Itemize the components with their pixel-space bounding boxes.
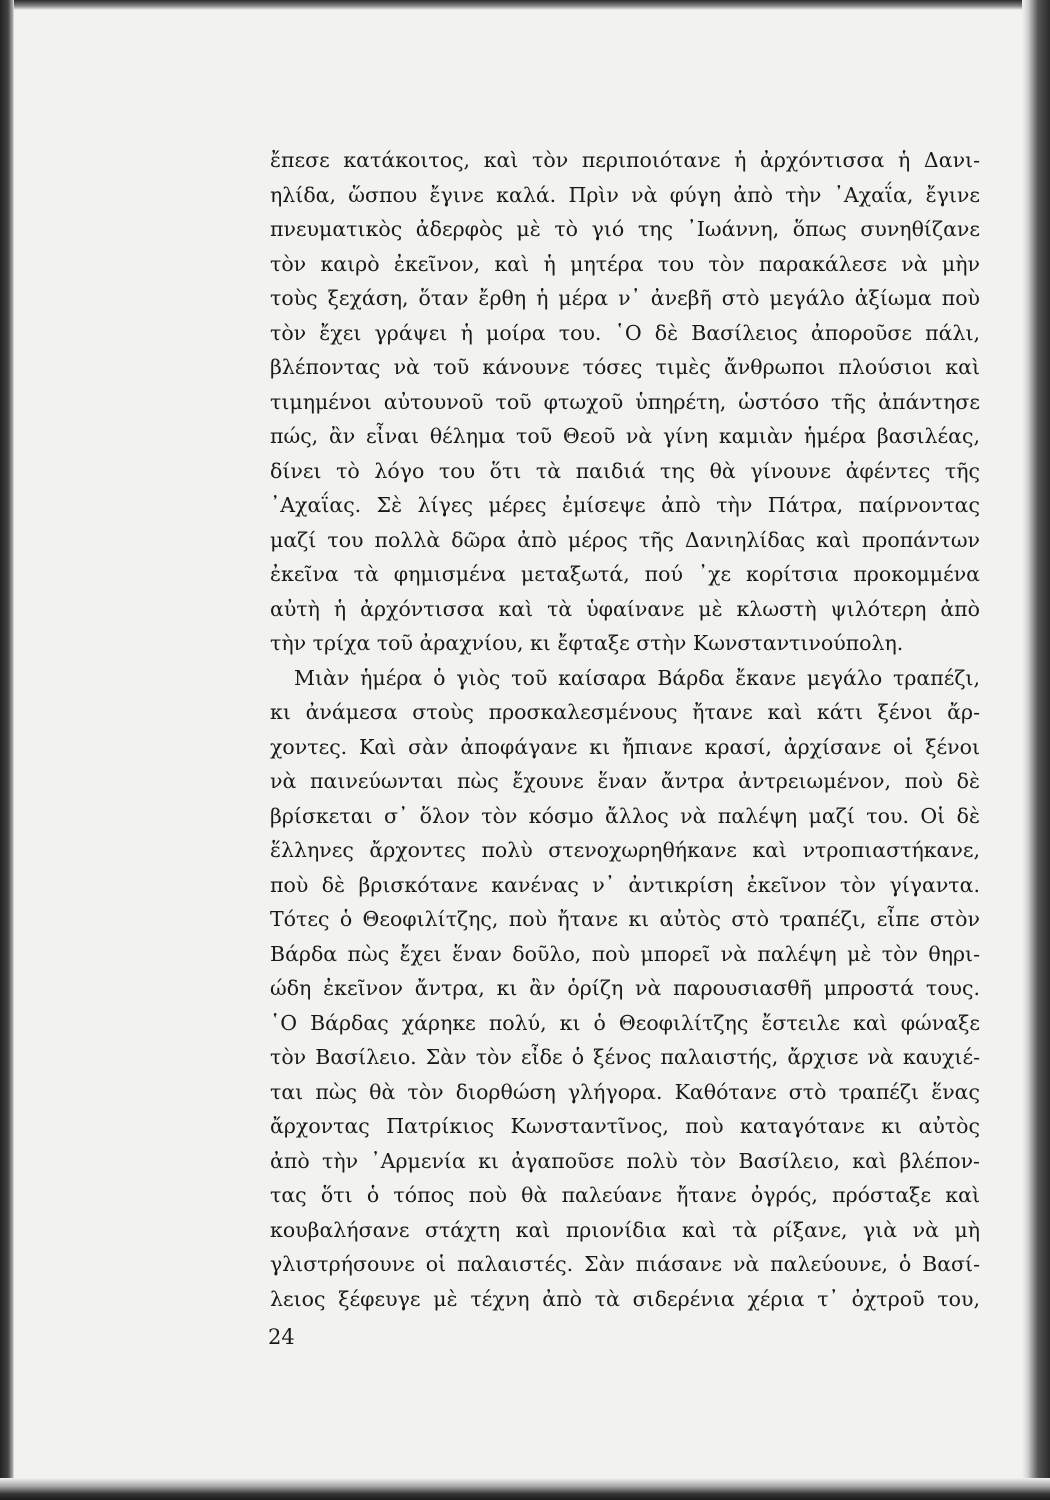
text-line: κουβαλήσανε στάχτη καὶ πριονίδια καὶ τὰ ρίξανε, γιὰ νὰ μὴ	[270, 1217, 980, 1242]
text-line: τὸν Βασίλειο. Σὰν τὸν εἶδε ὁ ξένος παλαιστής, ἄρχισε νὰ καυχιέ-	[270, 1045, 980, 1069]
paragraph-end-line: τὴν τρίχα τοῦ ἀραχνίου, κι ἔφταξε στὴν Κωνσταντινούπολη.	[270, 631, 904, 655]
text-line: ᾽Αχαΐας. Σὲ λίγες μέρες ἐμίσεψε ἀπὸ τὴν Πάτρα, παίρνοντας	[270, 493, 980, 517]
page-number: 24	[268, 1325, 295, 1349]
text-line: τὸν καιρὸ ἐκεῖνον, καὶ ἡ μητέρα του τὸν παρακάλεσε νὰ μὴν	[270, 251, 980, 276]
scan-edge-top	[0, 0, 1050, 10]
text-line: χοντες. Καὶ σὰν ἀποφάγανε κι ἤπιανε κρασί, ἀρχίσανε οἱ ξένοι	[270, 734, 980, 759]
text-line: πνευματικὸς ἀδερφὸς μὲ τὸ γιό της ᾽Ιωάννη, ὅπως συνηθίζανε	[270, 217, 980, 241]
text-line: λειος ξέφευγε μὲ τέχνη ἀπὸ τὰ σιδερένια χέρια τ᾽ ὀχτροῦ του,	[270, 1286, 980, 1311]
text-line: ἄρχοντας Πατρίκιος Κωνσταντῖνος, ποὺ καταγότανε κι αὐτὸς	[270, 1114, 980, 1138]
text-line: ἕλληνες ἄρχοντες πολὺ στενοχωρηθήκανε καὶ ντροπιαστήκανε,	[270, 838, 980, 862]
text-line: ται πὼς θὰ τὸν διορθώση γλήγορα. Καθότανε στὸ τραπέζι ἕνας	[270, 1079, 980, 1104]
text-line: βλέποντας νὰ τοῦ κάνουνε τόσες τιμὲς ἄνθρωποι πλούσιοι καὶ	[270, 355, 980, 379]
text-line: αὐτὴ ἡ ἀρχόντισσα καὶ τὰ ὑφαίνανε μὲ κλωστὴ ψιλότερη ἀπὸ	[270, 596, 980, 621]
body-text	[270, 143, 980, 1316]
text-line: Τότες ὁ Θεοφιλίτζης, ποὺ ἤτανε κι αὐτὸς στὸ τραπέζι, εἶπε στὸν	[270, 907, 980, 931]
text-line: τιμημένοι αὐτουνοῦ τοῦ φτωχοῦ ὑπηρέτη, ὡστόσο τῆς ἀπάντησε	[270, 389, 980, 414]
text-line: μαζί του πολλὰ δῶρα ἀπὸ μέρος τῆς Δανιηλίδας καὶ προπάντων	[270, 527, 980, 552]
text-line: νὰ παινεύωνται πὼς ἔχουνε ἕναν ἄντρα ἀντρειωμένον, ποὺ δὲ	[270, 769, 980, 793]
paragraph-start-line: Μιὰν ἡμέρα ὁ γιὸς τοῦ καίσαρα Βάρδα ἔκανε μεγάλο τραπέζι,	[294, 665, 980, 690]
scan-edge-bottom	[0, 1478, 1050, 1500]
text-line: πώς, ἂν εἶναι θέλημα τοῦ Θεοῦ νὰ γίνη καμιὰν ἡμέρα βασιλέας,	[270, 424, 980, 448]
text-line: δίνει τὸ λόγο του ὅτι τὰ παιδιά της θὰ γίνουνε ἀφέντες τῆς	[270, 458, 980, 483]
text-line: τὸν ἔχει γράψει ἡ μοίρα του. ῾Ο δὲ Βασίλειος ἀποροῦσε πάλι,	[270, 320, 980, 345]
text-line: βρίσκεται σ᾽ ὅλον τὸν κόσμο ἄλλος νὰ παλέψη μαζί του. Οἱ δὲ	[270, 803, 980, 828]
text-line: τοὺς ξεχάση, ὅταν ἔρθη ἡ μέρα ν᾽ ἀνεβῆ στὸ μεγάλο ἀξίωμα ποὺ	[270, 286, 980, 310]
text-line: ῾Ο Βάρδας χάρηκε πολύ, κι ὁ Θεοφιλίτζης ἔστειλε καὶ φώναξε	[270, 1010, 980, 1035]
text-line: ηλίδα, ὥσπου ἔγινε καλά. Πρὶν νὰ φύγη ἀπὸ τὴν ᾽Αχαΐα, ἔγινε	[270, 182, 980, 207]
text-line: Βάρδα πὼς ἔχει ἕναν δοῦλο, ποὺ μπορεῖ νὰ παλέψη μὲ τὸν θηρι-	[270, 941, 980, 966]
text-line: τας ὅτι ὁ τόπος ποὺ θὰ παλεύανε ἤτανε ὀγρός, πρόσταξε καὶ	[270, 1183, 980, 1207]
text-line: ἀπὸ τὴν ᾽Αρμενία κι ἀγαποῦσε πολὺ τὸν Βασίλειο, καὶ βλέπον-	[270, 1148, 980, 1173]
text-line: ποὺ δὲ βρισκότανε κανένας ν᾽ ἀντικρίση ἐκεῖνον τὸν γίγαντα.	[270, 872, 980, 897]
scan-edge-left	[0, 0, 14, 1500]
text-line: κι ἀνάμεσα στοὺς προσκαλεσμένους ἤτανε καὶ κάτι ξένοι ἄρ-	[270, 700, 980, 724]
scan-edge-right	[1022, 0, 1050, 1500]
text-line: ώδη ἐκεῖνον ἄντρα, κι ἂν ὁρίζη νὰ παρουσιασθῆ μπροστά τους.	[270, 976, 980, 1000]
text-line: ἔπεσε κατάκοιτος, καὶ τὸν περιποιότανε ἡ ἀρχόντισσα ἡ Δανι-	[270, 148, 980, 172]
text-line: ἐκεῖνα τὰ φημισμένα μεταξωτά, πού ᾽χε κορίτσια προκομμένα	[270, 562, 980, 586]
text-line: γλιστρήσουνε οἱ παλαιστές. Σὰν πιάσανε νὰ παλεύουνε, ὁ Βασί-	[270, 1252, 980, 1276]
